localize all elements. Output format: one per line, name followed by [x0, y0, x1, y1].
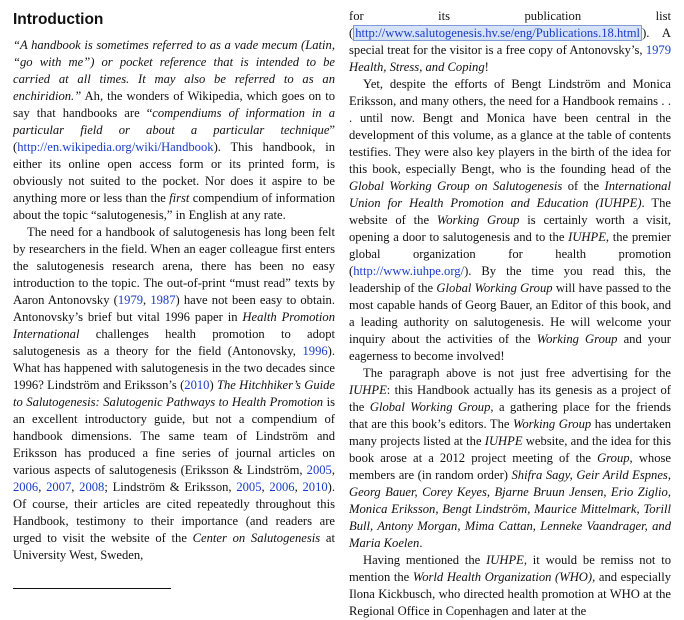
- org-name: IUHPE: [349, 383, 387, 397]
- text: ,: [331, 463, 335, 477]
- text: .: [419, 536, 423, 550]
- paragraph-need: [13, 224, 335, 564]
- text: , whose members are (in random order): [349, 451, 671, 482]
- text: website, and the idea for this book arose at a 2012 project meeting of the: [349, 434, 671, 465]
- text: ). Of course, their articles are cited repeatedly throughout this Handbook, testimony to their importance (and readers are urged to visit the website of the: [13, 480, 335, 545]
- citation-link-1979[interactable]: 1979: [117, 293, 144, 307]
- org-name: IUHPE: [486, 553, 524, 567]
- publications-link[interactable]: http://www.salutogenesis.hv.se/eng/Publications.18.html: [355, 26, 641, 40]
- org-name: Global Working Group: [436, 281, 553, 295]
- org-name: Group: [597, 451, 630, 465]
- text: , a gathering place for the friends that are this book’s editors. The: [349, 400, 671, 431]
- citation-link-2006a[interactable]: 2006: [13, 480, 39, 494]
- citation-link-2008[interactable]: 2008: [79, 480, 105, 494]
- citation-link-1979b[interactable]: 1979: [645, 43, 671, 57]
- text: will have passed to the most capable hands of Georg Bauer, an Editor of this book, and a leading authority on salutogenesis. He will welcome your inquiry about the activities of the: [349, 281, 671, 346]
- org-name: IUHPE: [568, 230, 606, 244]
- text: for its publication list (: [349, 9, 671, 40]
- org-name: World Health Organization (WHO): [412, 570, 593, 584]
- left-column: [13, 8, 335, 564]
- text: ,: [143, 293, 151, 307]
- handbook-quote: “A handbook is sometimes referred to as a vade mecum (Latin, “go with me”) or pocket reference that is intended to be carried at all times. It may also be referred to as an enchiridion.”: [13, 38, 335, 103]
- text: ; Lindström & Eriksson,: [104, 480, 237, 494]
- text: ). What has happened with salutogenesis in the two decades since 1996? Lindström and Eriksson’s (: [13, 344, 335, 392]
- compendium-quote: compendiums of information in a particular field or about a particular technique: [13, 106, 335, 137]
- paragraph-who: [349, 552, 671, 620]
- citation-link-1996[interactable]: 1996: [302, 344, 328, 358]
- text: , and especially Ilona Kickbusch, who directed health promotion at WHO at the Regional Office in Copenhagen and later at the: [349, 570, 672, 618]
- text: ” (: [13, 123, 335, 154]
- text: compendium of information about the topic “salutogenesis,” in English at any rate.: [13, 191, 335, 222]
- text: The paragraph above is not just free advertising for the: [363, 366, 671, 380]
- paragraph-advertising: [349, 365, 671, 552]
- text: and your eagerness to become involved!: [349, 332, 671, 363]
- text: , it would be remiss not to mention the: [349, 553, 671, 584]
- text: is an excellent introductory guide, but not a compendium of handbook dimensions. The same team of Lindström and Eriksson has produced a fine series of journal articles on various aspects of salutogenesis (Eriksson & Lindström,: [13, 395, 335, 477]
- org-name: Global Working Group on Salutogenesis: [349, 179, 563, 193]
- paragraph-despite: [349, 76, 671, 365]
- text: of the: [562, 179, 605, 193]
- paragraph-continued: [349, 8, 671, 76]
- text: : this Handbook actually has its genesis as a project of the: [349, 383, 671, 414]
- text: ,: [38, 480, 47, 494]
- iuhpe-link[interactable]: http://www.iuhpe.org/: [353, 264, 465, 278]
- paragraph-intro: [13, 37, 335, 224]
- org-name: Global Working Group: [369, 400, 491, 414]
- org-name: Working Group: [513, 417, 592, 431]
- text: Yet, despite the efforts of Bengt Lindström and Monica Eriksson, and many others, the need for a Handbook remains . . . until now. Bengt and Monica have been central in the development of this volume, as a glance at the table of contents testifies. They were also key players in the birth of the idea for this book, especially Bengt, who is the founding head of the: [349, 77, 671, 176]
- emphasis-first: first: [169, 191, 190, 205]
- book-title: The Hitchhiker’s Guide to Salutogenesis: Salutogenic Pathways to Health Promotion: [13, 378, 336, 409]
- text: challenges health promotion to adopt salutogenesis as a theory for the field (Antonovsky,: [13, 327, 335, 358]
- text: ) have not been easy to obtain. Antonovsky’s brief but vital 1996 paper in: [13, 293, 336, 324]
- section-heading: Introduction: [13, 11, 104, 28]
- wikipedia-link[interactable]: http://en.wikipedia.org/wiki/Handbook: [17, 140, 214, 154]
- text: ): [209, 378, 217, 392]
- text: ,: [294, 480, 303, 494]
- journal-title: Health Promotion International: [13, 310, 335, 341]
- citation-link-2005b[interactable]: 2005: [236, 480, 262, 494]
- org-name: International Union for Health Promotion and Education (IUHPE): [349, 179, 671, 210]
- citation-link-1987[interactable]: 1987: [150, 293, 176, 307]
- text: Having mentioned the: [363, 553, 487, 567]
- org-name: IUHPE: [484, 434, 523, 448]
- right-column: [349, 8, 671, 620]
- text: . The website of the: [349, 196, 671, 227]
- text: at University West, Sweden,: [13, 531, 335, 562]
- text: The need for a handbook of salutogenesis has long been felt by researchers in the field. When an eager colleague first enters the salutogenesis research arena, there has been no easy introduction to the topic. The out-of-print “must read” texts by Aaron Antonovsky (: [13, 225, 335, 307]
- citation-link-2005a[interactable]: 2005: [306, 463, 332, 477]
- text: ). This handbook, in either its online open access form or its printed form, is obviously not suited to the pocket. Nor does it aspire to be anything more or less than the: [13, 140, 335, 205]
- text: is certainly worth a visit, opening a door to salutogenesis and to the: [349, 213, 671, 244]
- text: has undertaken many projects listed at the: [349, 417, 671, 448]
- text: !: [484, 60, 489, 74]
- text: ,: [261, 480, 270, 494]
- org-name: Working Group: [536, 332, 618, 346]
- text: ). A special treat for the visitor is a free copy of Antonovsky’s,: [349, 26, 671, 57]
- citation-link-2006b[interactable]: 2006: [269, 480, 295, 494]
- text: ). By the time you read this, the leadership of the: [349, 264, 671, 295]
- text: ,: [71, 480, 80, 494]
- center-name: Center on Salutogenesis: [192, 531, 321, 545]
- org-name: Working Group: [436, 213, 520, 227]
- citation-link-2010[interactable]: 2010: [184, 378, 210, 392]
- members-list: Shifra Sagy, Geir Arild Espnes, Georg Bauer, Corey Keyes, Bjarne Bruun Jensen, Erio Ziglio, Monica Eriksson, Bengt Lindström, Maurice Mittelmark, Torill Bull, Antony Morgan, Mima Cattan, Lenneke Vaandrager, and Maria Koelen: [349, 468, 671, 550]
- footnote-rule: [13, 588, 171, 589]
- citation-link-2007[interactable]: 2007: [46, 480, 72, 494]
- book-title: Health, Stress, and Coping: [349, 60, 485, 74]
- citation-link-2010b[interactable]: 2010: [302, 480, 328, 494]
- text: , the premier global organization for health promotion (: [349, 230, 671, 278]
- text: Ah, the wonders of Wikipedia, which goes on to say that handbooks are “: [13, 89, 335, 120]
